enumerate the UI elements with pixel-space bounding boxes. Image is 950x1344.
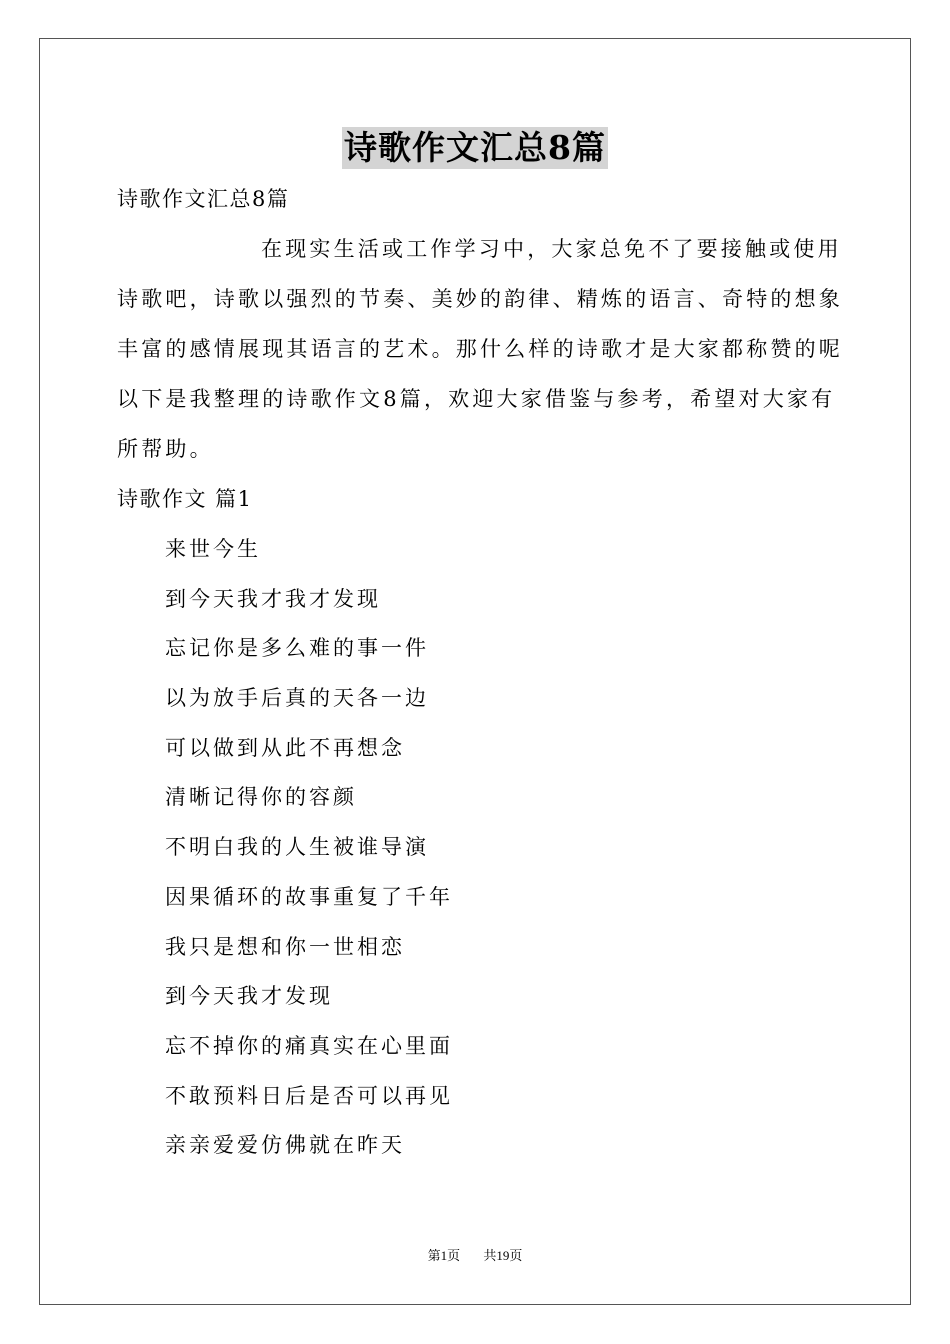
poem-line: 以为放手后真的天各一边 [165, 686, 429, 711]
poem-line: 来世今生 [165, 537, 261, 561]
poem-line: 清晰记得你的容颜 [165, 785, 357, 810]
poem-line: 因果循环的故事重复了千年 [165, 884, 453, 909]
poem-line: 到今天我才我才发现 [165, 586, 381, 611]
title-container [0, 127, 950, 169]
poem-line: 忘不掉你的痛真实在心里面 [165, 1033, 453, 1058]
intro-line: 在现实生活或工作学习中，大家总免不了要接触或使用 [261, 237, 842, 261]
page-number-total: 共19页 [483, 1248, 523, 1263]
poem-line: 不明白我的人生被谁导演 [165, 835, 429, 860]
intro-line: 丰富的感情展现其语言的艺术。那什么样的诗歌才是大家都称赞的呢 [117, 337, 843, 361]
poem-line: 亲亲爱爱仿佛就在昨天 [165, 1133, 405, 1158]
page-footer [0, 1247, 950, 1265]
poem-line: 我只是想和你一世相恋 [165, 934, 405, 959]
section-heading: 诗歌作文 篇1 [117, 487, 253, 511]
document-subtitle: 诗歌作文汇总8篇 [117, 187, 290, 211]
poem-line: 可以做到从此不再想念 [165, 735, 405, 760]
page-number-current: 第1页 [427, 1248, 461, 1263]
intro-line: 诗歌吧，诗歌以强烈的节奏、美妙的韵律、精炼的语言、奇特的想象 [117, 287, 843, 311]
poem [165, 534, 453, 1180]
intro-line: 以下是我整理的诗歌作文8篇，欢迎大家借鉴与参考，希望对大家有 [117, 387, 836, 411]
document-title: 诗歌作文汇总8篇 [344, 128, 606, 167]
poem-line: 不敢预料日后是否可以再见 [165, 1083, 453, 1108]
poem-line: 到今天我才发现 [165, 984, 333, 1009]
poem-line: 忘记你是多么难的事一件 [165, 636, 429, 661]
intro-line: 所帮助。 [117, 437, 214, 461]
